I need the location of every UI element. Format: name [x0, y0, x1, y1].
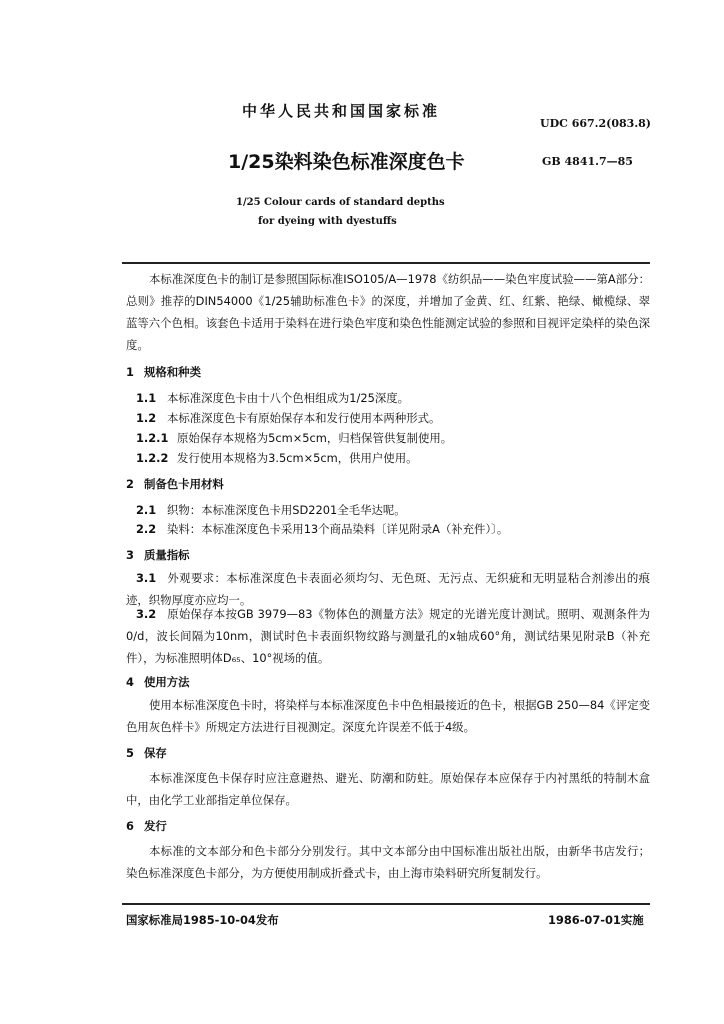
clause-1-2-1: [136, 430, 452, 446]
section-title: 使用方法: [144, 675, 190, 689]
section-title: 规格和种类: [144, 365, 201, 379]
clause-1-1: [136, 390, 409, 406]
clause-number: 3.2: [136, 607, 157, 621]
clause-number: 1.2.1: [136, 431, 169, 445]
section-heading-5: [126, 745, 167, 761]
intro-paragraph: 本标准深度色卡的制订是参照国际标准ISO105/A—1978《纺织品——染色牢度试验——第A部分：总则》推荐的DIN54000《1/25辅助标准色卡》的深度，并增加了金黄、红、红紫、艳绿、橄榄绿、翠蓝等六个色相。该套色卡适用于染料在进行染色牢度和染色性能测定试验的参照和目视评定染样的染色深度。: [126, 272, 650, 352]
clause-text: 原始保存本规格为5cm×5cm，归档保管供复制使用。: [177, 431, 453, 445]
clause-text: 本标准深度色卡有原始保存本和发行使用本两种形式。: [167, 411, 441, 425]
section-heading-3: [126, 547, 190, 563]
english-title: [236, 193, 445, 231]
clause-2-2: [136, 521, 508, 537]
section-number: 5: [126, 746, 134, 760]
clause-number: 2.1: [136, 503, 157, 517]
english-title-line-1: 1/25 Colour cards of standard depths: [236, 197, 445, 208]
section-number: 2: [126, 477, 134, 491]
clause-text: 本标准深度色卡由十八个色相组成为1/25深度。: [167, 391, 410, 405]
udc-number: UDC 667.2(083.8): [540, 117, 652, 130]
clause-number: 1.1: [136, 391, 157, 405]
section-6-paragraph: 本标准的文本部分和色卡部分分别发行。其中文本部分由中国标准出版社出版，由新华书店发行；染色标准深度色卡部分，为方便使用制成折叠式卡，由上海市染料研究所复制发行。: [126, 844, 650, 880]
section-heading-4: [126, 674, 190, 690]
clause-number: 3.1: [136, 571, 157, 585]
section-number: 4: [126, 675, 134, 689]
clause-1-2: [136, 410, 440, 426]
english-title-line-2: for dyeing with dyestuffs: [258, 216, 397, 227]
effective-date: 1986-07-01实施: [548, 913, 644, 927]
section-heading-1: [126, 364, 201, 380]
document-title: 1/25染料染色标准深度色卡: [228, 151, 465, 173]
clause-text: 染料：本标准深度色卡采用13个商品染料〔详见附录A（补充件）〕。: [167, 522, 509, 536]
clause-number: 1.2: [136, 411, 157, 425]
section-title: 发行: [144, 819, 167, 833]
clause-text: 原始保存本按GB 3979—83《物体色的测量方法》规定的光谱光度计测试。照明、观测条件为0/d，波长间隔为10nm，测试时色卡表面织物纹路与测量孔的x轴成60°角，测试结果见附录B（补充件），为标准照明体D₆₅、10°视场的值。: [126, 607, 650, 665]
section-number: 3: [126, 548, 134, 562]
clause-number: 2.2: [136, 522, 157, 536]
clause-text: 外观要求：本标准深度色卡表面必须均匀、无色斑、无污点、无织疵和无明显粘合剂渗出的痕迹，织物厚度亦应均一。: [126, 571, 650, 607]
footer-divider: [122, 903, 650, 905]
section-number: 1: [126, 365, 134, 379]
clause-2-1: [136, 502, 406, 518]
clause-text: 织物：本标准深度色卡用SD2201全毛华达呢。: [167, 503, 406, 517]
section-title: 质量指标: [144, 548, 190, 562]
standard-number: GB 4841.7—85: [542, 155, 633, 168]
section-heading-6: [126, 818, 167, 834]
section-5-paragraph: 本标准深度色卡保存时应注意避热、避光、防潮和防蛀。原始保存本应保存于内衬黑纸的特制木盒中，由化学工业部指定单位保存。: [126, 771, 650, 807]
issue-date: 国家标准局1985-10-04发布: [126, 913, 279, 927]
header-divider: [122, 262, 650, 264]
section-title: 制备色卡用材料: [144, 477, 224, 491]
clause-3-2: [126, 603, 650, 669]
section-heading-2: [126, 476, 224, 492]
section-4-paragraph: 使用本标准深度色卡时，将染样与本标准深度色卡中色相最接近的色卡，根据GB 250—84《评定变色用灰色样卡》所规定方法进行目视测定。深度允许误差不低于4级。: [126, 698, 650, 734]
clause-text: 发行使用本规格为3.5cm×5cm，供用户使用。: [177, 451, 418, 465]
issuing-organization: 中华人民共和国国家标准: [242, 102, 441, 120]
section-title: 保存: [144, 746, 167, 760]
section-number: 6: [126, 819, 134, 833]
clause-1-2-2: [136, 450, 417, 466]
clause-number: 1.2.2: [136, 451, 169, 465]
